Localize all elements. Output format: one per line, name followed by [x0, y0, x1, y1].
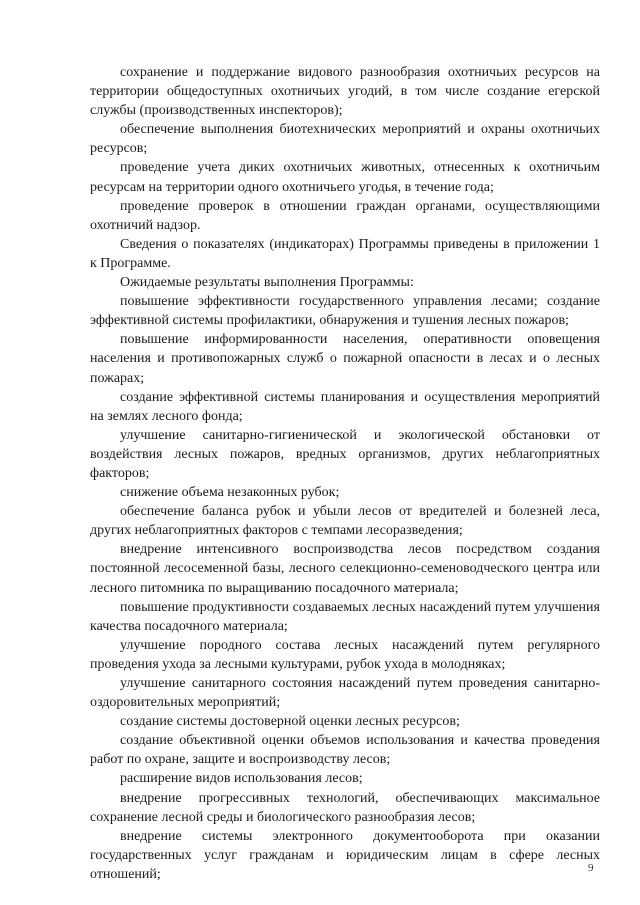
- paragraph: внедрение интенсивного воспроизводства лесов посредством создания постоянной лесосеменной базы, лесного селекционно-семеноводческого центра или лесного питомника по выращиванию посадочного материала;: [90, 542, 600, 596]
- paragraph: улучшение породного состава лесных насаждений путем регулярного проведения ухода за лесными культурами, рубок ухода в молодняках;: [90, 637, 600, 672]
- paragraph: повышение информированности населения, оперативности оповещения населения и противопожарных служб о пожарной опасности в лесах и о лесных пожарах;: [90, 332, 600, 386]
- paragraph: внедрение прогрессивных технологий, обеспечивающих максимальное сохранение лесной среды и биологического разнообразия лесов;: [90, 790, 600, 825]
- paragraph: создание эффективной системы планирования и осуществления мероприятий на землях лесного фонда;: [90, 389, 600, 424]
- paragraph: обеспечение баланса рубок и убыли лесов от вредителей и болезней леса, других неблагоприятных факторов с темпами лесоразведения;: [90, 504, 600, 539]
- paragraph: внедрение системы электронного документооборота при оказании государственных услуг гражданам и юридическим лицам в сфере лесных отношений;: [90, 828, 600, 882]
- paragraph: проведение учета диких охотничьих животных, отнесенных к охотничьим ресурсам на территории одного охотничьего угодья, в течение года;: [90, 160, 600, 195]
- paragraph: создание системы достоверной оценки лесных ресурсов;: [120, 714, 460, 730]
- paragraph: снижение объема незаконных рубок;: [120, 485, 340, 501]
- paragraph: создание объективной оценки объемов использования и качества проведения работ по охране, защите и воспроизводству лесов;: [90, 733, 600, 768]
- paragraph: расширение видов использования лесов;: [120, 771, 363, 787]
- paragraph: повышение продуктивности создаваемых лесных насаждений путем улучшения качества посадочного материала;: [90, 599, 600, 634]
- paragraph: проведение проверок в отношении граждан органами, осуществляющими охотничий надзор.: [90, 198, 600, 233]
- paragraph: Ожидаемые результаты выполнения Программы:: [120, 275, 414, 291]
- paragraph: Сведения о показателях (индикаторах) Программы приведены в приложении 1 к Программе.: [90, 236, 600, 271]
- paragraph: улучшение санитарного состояния насаждений путем проведения санитарно-оздоровительных мероприятий;: [90, 676, 600, 711]
- page-number: 9: [588, 862, 594, 874]
- paragraph: обеспечение выполнения биотехнических мероприятий и охраны охотничьих ресурсов;: [90, 122, 600, 157]
- paragraph: улучшение санитарно-гигиенической и экологической обстановки от воздействия лесных пожаров, вредных организмов, других неблагоприятных факторов;: [90, 427, 600, 481]
- document-body: [90, 63, 600, 884]
- paragraph: повышение эффективности государственного управления лесами; создание эффективной системы профилактики, обнаружения и тушения лесных пожаров;: [90, 294, 600, 329]
- paragraph: сохранение и поддержание видового разнообразия охотничьих ресурсов на территории общедоступных охотничьих угодий, в том числе создание егерской службы (производственных инспекторов);: [90, 65, 600, 119]
